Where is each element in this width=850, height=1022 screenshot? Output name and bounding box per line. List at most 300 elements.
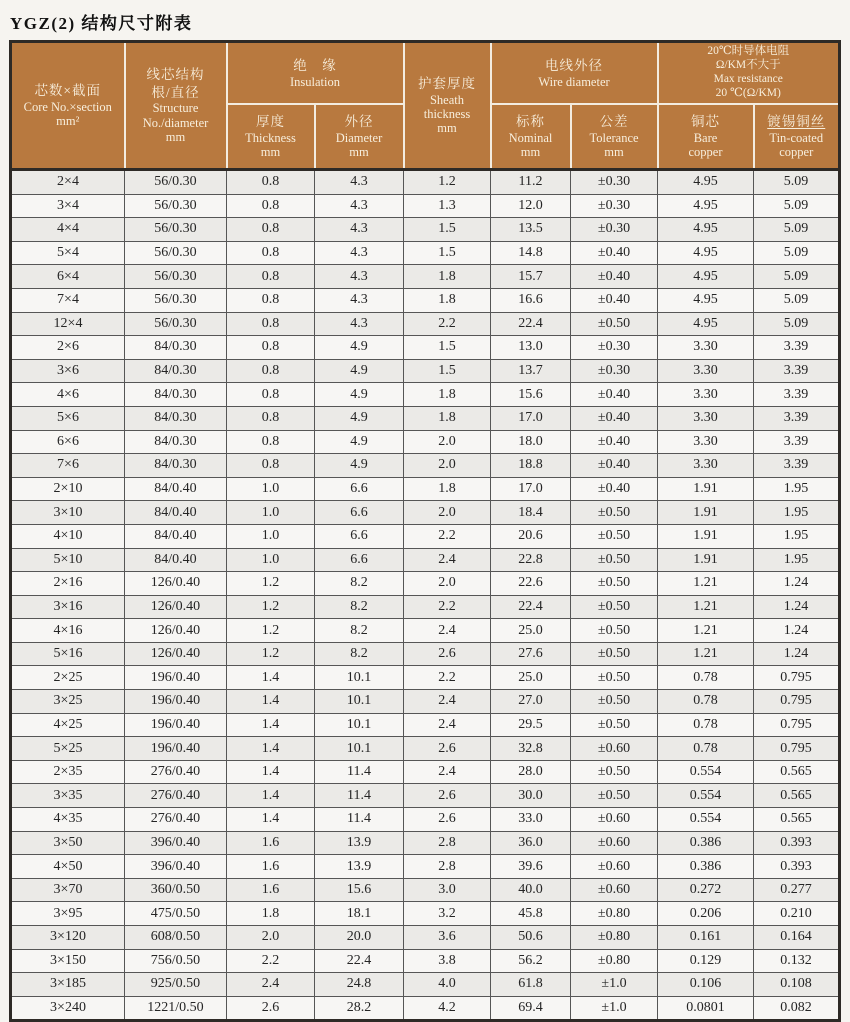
table-cell: 2×25 <box>11 666 125 690</box>
table-cell: 0.106 <box>658 973 754 997</box>
table-cell: 3×50 <box>11 831 125 855</box>
table-cell: 1.91 <box>658 548 754 572</box>
table-cell: 0.795 <box>754 666 840 690</box>
table-cell: 4.95 <box>658 218 754 242</box>
table-cell: 84/0.40 <box>125 477 227 501</box>
table-cell: 4×16 <box>11 619 125 643</box>
table-cell: 13.5 <box>491 218 571 242</box>
header-tolerance-cn: 公差 <box>599 114 629 130</box>
table-cell: 0.8 <box>227 288 315 312</box>
table-cell: 2.2 <box>404 312 491 336</box>
table-cell: 2.2 <box>404 524 491 548</box>
table-cell: 0.393 <box>754 855 840 879</box>
table-cell: 0.8 <box>227 265 315 289</box>
table-cell: 17.0 <box>491 477 571 501</box>
table-cell: 126/0.40 <box>125 572 227 596</box>
table-body <box>11 170 840 1021</box>
table-cell: 0.565 <box>754 784 840 808</box>
table-cell: 56/0.30 <box>125 170 227 195</box>
table-cell: 4×10 <box>11 524 125 548</box>
table-cell: 1.24 <box>754 595 840 619</box>
table-cell: 10.1 <box>315 666 404 690</box>
table-cell: 22.6 <box>491 572 571 596</box>
table-cell: ±0.40 <box>571 430 658 454</box>
table-cell: 1.2 <box>227 619 315 643</box>
table-cell: 2.0 <box>404 501 491 525</box>
table-cell: 25.0 <box>491 666 571 690</box>
header-thickness-cn: 厚度 <box>256 114 285 130</box>
table-cell: 3×150 <box>11 949 125 973</box>
table-header <box>11 42 840 170</box>
header-tolerance-unit: mm <box>604 145 624 160</box>
table-cell: 0.8 <box>227 383 315 407</box>
table-cell: 2.6 <box>404 642 491 666</box>
header-tinned-cn: 镀锡铜丝 <box>767 114 826 130</box>
table-cell: 8.2 <box>315 595 404 619</box>
header-nominal-en: Nominal <box>508 130 553 145</box>
header-thickness-en: Thickness <box>245 130 296 145</box>
table-cell: ±0.50 <box>571 524 658 548</box>
table-cell: 0.206 <box>658 902 754 926</box>
table-cell: 3.39 <box>754 359 840 383</box>
table-cell: 0.78 <box>658 737 754 761</box>
table-cell: 14.8 <box>491 241 571 265</box>
table-cell: 0.8 <box>227 406 315 430</box>
table-cell: 3.39 <box>754 336 840 360</box>
table-row <box>11 855 840 879</box>
table-cell: 4.9 <box>315 406 404 430</box>
table-cell: 6.6 <box>315 524 404 548</box>
table-cell: 2.0 <box>404 430 491 454</box>
table-row <box>11 312 840 336</box>
table-cell: 0.082 <box>754 996 840 1021</box>
table-cell: 1.91 <box>658 477 754 501</box>
table-cell: 4.95 <box>658 170 754 195</box>
table-cell: ±0.50 <box>571 595 658 619</box>
table-cell: 2.4 <box>404 548 491 572</box>
table-cell: 0.386 <box>658 831 754 855</box>
table-cell: 2×35 <box>11 760 125 784</box>
table-cell: 3×240 <box>11 996 125 1021</box>
table-cell: 3×4 <box>11 194 125 218</box>
table-cell: 18.4 <box>491 501 571 525</box>
table-cell: 6×4 <box>11 265 125 289</box>
table-cell: 1.3 <box>404 194 491 218</box>
table-cell: 3.39 <box>754 383 840 407</box>
header-wire-diameter-group <box>491 42 658 105</box>
table-cell: 11.2 <box>491 170 571 195</box>
table-cell: ±0.40 <box>571 383 658 407</box>
table-cell: 1.91 <box>658 524 754 548</box>
table-row <box>11 170 840 195</box>
table-cell: 1.6 <box>227 855 315 879</box>
header-tolerance-en: Tolerance <box>589 130 639 145</box>
table-cell: 5×4 <box>11 241 125 265</box>
table-cell: 1.4 <box>227 737 315 761</box>
table-cell: 1.5 <box>404 359 491 383</box>
table-cell: 5×16 <box>11 642 125 666</box>
header-insulation-cn: 绝 缘 <box>293 58 337 74</box>
table-cell: 3.30 <box>658 406 754 430</box>
table-cell: 1.0 <box>227 524 315 548</box>
table-cell: 2.4 <box>404 619 491 643</box>
header-thickness <box>227 104 315 170</box>
table-cell: 2.2 <box>404 595 491 619</box>
header-ins-diameter <box>315 104 404 170</box>
table-cell: 1.8 <box>404 477 491 501</box>
table-cell: 84/0.40 <box>125 548 227 572</box>
table-cell: 15.7 <box>491 265 571 289</box>
table-cell: ±0.50 <box>571 713 658 737</box>
table-cell: 32.8 <box>491 737 571 761</box>
table-row <box>11 288 840 312</box>
table-cell: 56.2 <box>491 949 571 973</box>
table-cell: 12.0 <box>491 194 571 218</box>
table-cell: ±0.40 <box>571 406 658 430</box>
table-row <box>11 501 840 525</box>
table-cell: ±0.50 <box>571 784 658 808</box>
table-cell: 0.795 <box>754 690 840 714</box>
table-cell: 1.8 <box>404 406 491 430</box>
header-structure-cn1: 线芯结构 <box>146 67 205 83</box>
table-cell: 1.4 <box>227 690 315 714</box>
table-cell: 2.8 <box>404 831 491 855</box>
header-sheath-unit: mm <box>437 121 457 136</box>
table-cell: 0.8 <box>227 312 315 336</box>
table-cell: 5.09 <box>754 312 840 336</box>
table-cell: 0.8 <box>227 218 315 242</box>
table-cell: 13.0 <box>491 336 571 360</box>
header-sheath-en1: Sheath <box>429 92 465 107</box>
table-cell: 1221/0.50 <box>125 996 227 1021</box>
table-row <box>11 949 840 973</box>
table-cell: ±0.80 <box>571 926 658 950</box>
table-cell: 1.6 <box>227 878 315 902</box>
header-tinned-copper <box>754 104 840 170</box>
table-cell: 20.6 <box>491 524 571 548</box>
table-cell: ±0.60 <box>571 855 658 879</box>
table-cell: 4.2 <box>404 996 491 1021</box>
table-cell: 3×185 <box>11 973 125 997</box>
table-cell: 0.795 <box>754 713 840 737</box>
table-cell: 6.6 <box>315 501 404 525</box>
header-structure-en1: Structure <box>152 101 199 116</box>
table-cell: 0.8 <box>227 170 315 195</box>
table-cell: 0.8 <box>227 336 315 360</box>
table-cell: 1.0 <box>227 477 315 501</box>
table-cell: 2×16 <box>11 572 125 596</box>
header-sheath <box>404 42 491 170</box>
table-cell: 3×95 <box>11 902 125 926</box>
header-resistance-line1: 20℃时导体电阻 <box>707 45 790 58</box>
table-cell: ±0.40 <box>571 288 658 312</box>
table-cell: ±0.60 <box>571 737 658 761</box>
table-cell: 56/0.30 <box>125 194 227 218</box>
table-cell: 7×4 <box>11 288 125 312</box>
table-row <box>11 359 840 383</box>
table-cell: 22.4 <box>315 949 404 973</box>
header-nominal-cn: 标称 <box>516 114 545 130</box>
table-cell: 1.8 <box>404 288 491 312</box>
table-cell: 1.95 <box>754 524 840 548</box>
table-cell: 3×25 <box>11 690 125 714</box>
table-cell: 1.2 <box>227 595 315 619</box>
table-cell: 2×10 <box>11 477 125 501</box>
table-row <box>11 265 840 289</box>
table-cell: 22.8 <box>491 548 571 572</box>
table-cell: 84/0.40 <box>125 501 227 525</box>
table-cell: 3.39 <box>754 430 840 454</box>
table-cell: 1.24 <box>754 619 840 643</box>
table-cell: 1.91 <box>658 501 754 525</box>
table-cell: 196/0.40 <box>125 666 227 690</box>
table-cell: 608/0.50 <box>125 926 227 950</box>
table-cell: 6×6 <box>11 430 125 454</box>
table-cell: 0.8 <box>227 359 315 383</box>
table-cell: 16.6 <box>491 288 571 312</box>
table-cell: 12×4 <box>11 312 125 336</box>
table-cell: ±0.50 <box>571 619 658 643</box>
table-cell: 3.30 <box>658 430 754 454</box>
header-wire-cn: 电线外径 <box>545 58 603 74</box>
table-cell: 4×6 <box>11 383 125 407</box>
table-cell: 276/0.40 <box>125 784 227 808</box>
table-cell: 4.3 <box>315 288 404 312</box>
table-cell: 196/0.40 <box>125 737 227 761</box>
table-cell: 0.8 <box>227 194 315 218</box>
table-cell: 36.0 <box>491 831 571 855</box>
table-cell: 1.21 <box>658 642 754 666</box>
table-cell: 1.5 <box>404 241 491 265</box>
table-cell: 925/0.50 <box>125 973 227 997</box>
table-row <box>11 336 840 360</box>
table-cell: 5.09 <box>754 170 840 195</box>
table-cell: 5.09 <box>754 194 840 218</box>
table-cell: 15.6 <box>491 383 571 407</box>
header-insulation-en: Insulation <box>290 74 340 89</box>
table-cell: 3.2 <box>404 902 491 926</box>
header-resistance-line3: Max resistance <box>713 73 783 85</box>
table-cell: 2.4 <box>404 760 491 784</box>
table-cell: ±0.50 <box>571 760 658 784</box>
table-cell: 8.2 <box>315 619 404 643</box>
header-ins-diameter-en: Diameter <box>335 130 383 145</box>
table-cell: ±0.40 <box>571 454 658 478</box>
table-cell: 56/0.30 <box>125 312 227 336</box>
table-cell: 50.6 <box>491 926 571 950</box>
table-cell: 0.565 <box>754 808 840 832</box>
table-cell: 17.0 <box>491 406 571 430</box>
table-cell: ±0.30 <box>571 218 658 242</box>
table-cell: 1.4 <box>227 713 315 737</box>
table-cell: 10.1 <box>315 690 404 714</box>
table-cell: 30.0 <box>491 784 571 808</box>
table-cell: 8.2 <box>315 572 404 596</box>
table-row <box>11 784 840 808</box>
table-cell: 0.554 <box>658 808 754 832</box>
table-cell: 1.95 <box>754 501 840 525</box>
table-row <box>11 666 840 690</box>
table-cell: 84/0.30 <box>125 406 227 430</box>
table-cell: 360/0.50 <box>125 878 227 902</box>
header-nominal-unit: mm <box>520 145 541 160</box>
table-row <box>11 831 840 855</box>
table-cell: 13.9 <box>315 831 404 855</box>
table-cell: 5.09 <box>754 288 840 312</box>
table-cell: 2.4 <box>227 973 315 997</box>
table-cell: 196/0.40 <box>125 690 227 714</box>
table-cell: 18.1 <box>315 902 404 926</box>
table-cell: 27.0 <box>491 690 571 714</box>
table-cell: 126/0.40 <box>125 595 227 619</box>
table-cell: 40.0 <box>491 878 571 902</box>
table-cell: 3×6 <box>11 359 125 383</box>
table-cell: 1.5 <box>404 218 491 242</box>
header-resistance-group <box>658 42 840 105</box>
table-cell: 4×4 <box>11 218 125 242</box>
table-cell: 7×6 <box>11 454 125 478</box>
table-row <box>11 454 840 478</box>
table-cell: 18.8 <box>491 454 571 478</box>
header-sheath-en2: thickness <box>423 107 471 122</box>
header-structure-unit: mm <box>165 130 186 145</box>
table-cell: 2.6 <box>404 784 491 808</box>
table-cell: 2×4 <box>11 170 125 195</box>
table-cell: 4.9 <box>315 430 404 454</box>
header-resistance-line4: 20 ℃(Ω/KM) <box>715 86 781 99</box>
table-cell: 0.164 <box>754 926 840 950</box>
table-cell: 2.0 <box>404 572 491 596</box>
table-cell: 3.30 <box>658 454 754 478</box>
table-cell: 84/0.30 <box>125 383 227 407</box>
table-cell: 0.565 <box>754 760 840 784</box>
table-cell: 4.9 <box>315 359 404 383</box>
header-structure-en2: No./diameter <box>142 115 209 130</box>
table-cell: 2.4 <box>404 713 491 737</box>
table-cell: 56/0.30 <box>125 218 227 242</box>
table-cell: 4.9 <box>315 336 404 360</box>
header-tolerance <box>571 104 658 170</box>
table-cell: 2.0 <box>404 454 491 478</box>
table-cell: ±0.60 <box>571 808 658 832</box>
table-cell: ±0.30 <box>571 170 658 195</box>
table-row <box>11 878 840 902</box>
table-cell: 28.0 <box>491 760 571 784</box>
table-cell: 5×10 <box>11 548 125 572</box>
table-cell: 0.129 <box>658 949 754 973</box>
table-cell: 20.0 <box>315 926 404 950</box>
table-cell: ±1.0 <box>571 996 658 1021</box>
table-cell: 4.3 <box>315 241 404 265</box>
table-cell: 0.272 <box>658 878 754 902</box>
table-cell: 2.6 <box>404 737 491 761</box>
table-cell: 0.78 <box>658 713 754 737</box>
table-cell: 39.6 <box>491 855 571 879</box>
table-cell: 1.2 <box>404 170 491 195</box>
table-row <box>11 808 840 832</box>
table-cell: 22.4 <box>491 312 571 336</box>
table-cell: 56/0.30 <box>125 265 227 289</box>
table-cell: 1.0 <box>227 501 315 525</box>
table-cell: 3×35 <box>11 784 125 808</box>
table-cell: 18.0 <box>491 430 571 454</box>
table-cell: 1.4 <box>227 808 315 832</box>
table-cell: 10.1 <box>315 713 404 737</box>
table-cell: 84/0.30 <box>125 454 227 478</box>
table-cell: 4.95 <box>658 312 754 336</box>
table-cell: 3×16 <box>11 595 125 619</box>
table-cell: 11.4 <box>315 760 404 784</box>
table-cell: 3.39 <box>754 406 840 430</box>
page-title: YGZ(2) 结构尺寸附表 <box>10 14 193 33</box>
table-row <box>11 572 840 596</box>
table-row <box>11 241 840 265</box>
table-cell: 0.8 <box>227 241 315 265</box>
table-row <box>11 595 840 619</box>
header-bare-en1: Bare <box>693 130 718 145</box>
table-cell: 1.21 <box>658 572 754 596</box>
table-cell: 1.21 <box>658 595 754 619</box>
table-cell: 84/0.30 <box>125 430 227 454</box>
table-row <box>11 713 840 737</box>
table-row <box>11 430 840 454</box>
table-cell: ±0.80 <box>571 902 658 926</box>
table-cell: 84/0.40 <box>125 524 227 548</box>
table-row <box>11 194 840 218</box>
table-cell: 11.4 <box>315 808 404 832</box>
table-cell: 1.4 <box>227 666 315 690</box>
table-cell: 4.3 <box>315 194 404 218</box>
table-row <box>11 902 840 926</box>
table-cell: 4.95 <box>658 288 754 312</box>
table-cell: 2.2 <box>227 949 315 973</box>
table-cell: 0.277 <box>754 878 840 902</box>
table-cell: 0.161 <box>658 926 754 950</box>
table-cell: 0.8 <box>227 430 315 454</box>
table-cell: 276/0.40 <box>125 808 227 832</box>
table-cell: ±0.40 <box>571 477 658 501</box>
table-cell: ±0.30 <box>571 194 658 218</box>
table-cell: 1.8 <box>404 383 491 407</box>
table-cell: 3.0 <box>404 878 491 902</box>
table-cell: 4.0 <box>404 973 491 997</box>
header-ins-diameter-unit: mm <box>349 145 369 160</box>
header-structure <box>125 42 227 170</box>
header-ins-diameter-cn: 外径 <box>344 114 374 130</box>
header-core-unit: mm² <box>56 114 80 129</box>
table-cell: 11.4 <box>315 784 404 808</box>
table-row <box>11 406 840 430</box>
table-cell: 8.2 <box>315 642 404 666</box>
table-cell: 0.393 <box>754 831 840 855</box>
table-cell: ±0.30 <box>571 359 658 383</box>
table-cell: ±0.60 <box>571 831 658 855</box>
table-row <box>11 973 840 997</box>
table-cell: 45.8 <box>491 902 571 926</box>
table-row <box>11 477 840 501</box>
table-cell: ±0.50 <box>571 666 658 690</box>
header-bare-cn: 铜芯 <box>691 114 720 130</box>
header-sheath-cn: 护套厚度 <box>418 76 476 92</box>
table-cell: 1.2 <box>227 572 315 596</box>
table-cell: 69.4 <box>491 996 571 1021</box>
table-cell: 1.24 <box>754 642 840 666</box>
table-row <box>11 690 840 714</box>
table-cell: 1.8 <box>227 902 315 926</box>
table-cell: 3.30 <box>658 383 754 407</box>
table-cell: 396/0.40 <box>125 855 227 879</box>
table-cell: 1.2 <box>227 642 315 666</box>
